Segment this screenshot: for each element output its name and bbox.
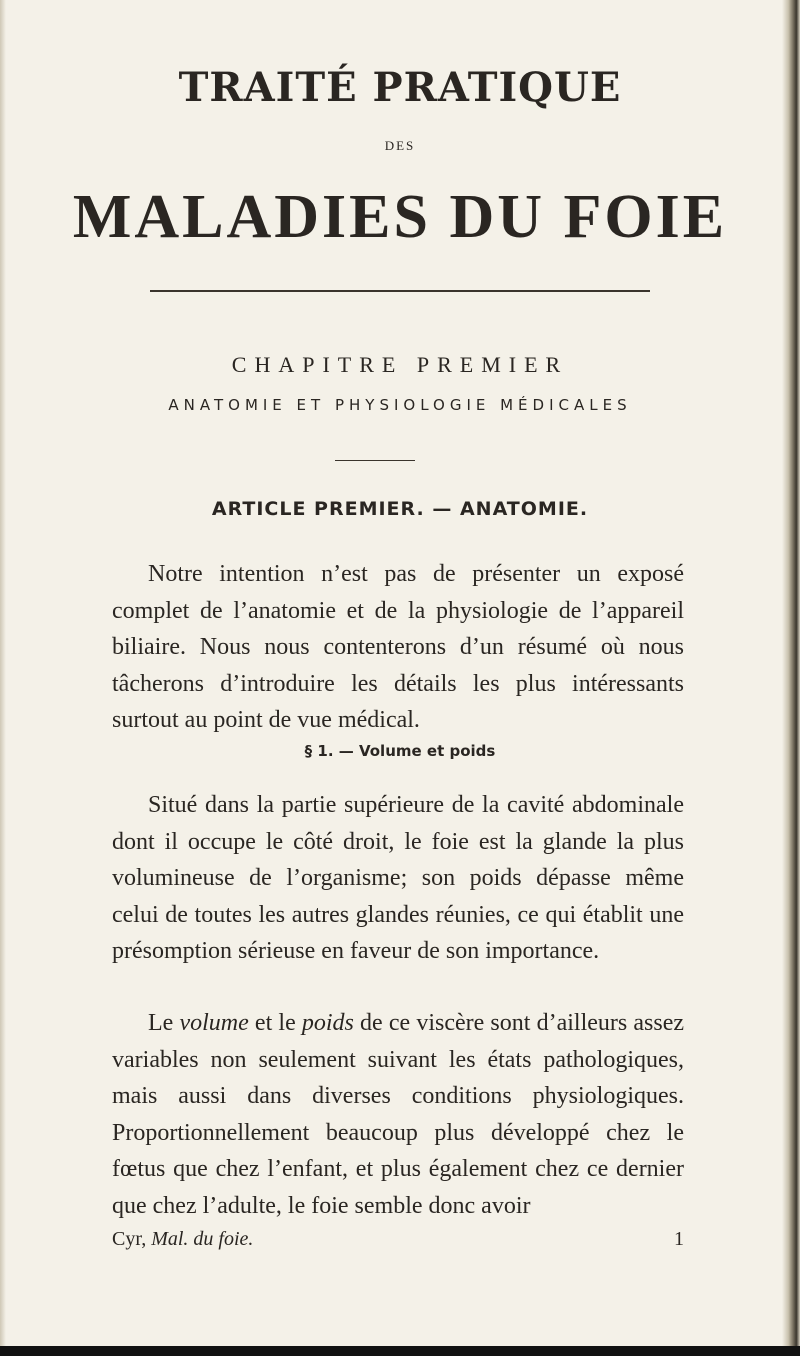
title-line-1: TRAITÉ PRATIQUE [178,64,622,111]
paragraph-3-part-a: Le [148,1010,180,1036]
title-line-3: MALADIES DU FOIE [72,183,728,251]
page-footer [112,1228,684,1251]
paragraph-3-part-c: de ce viscère sont d’ailleurs assez variables non seulement suivant les états pathologiques, mais aussi dans diverses conditions physiologiques. Proportionnellement beaucoup plus développé chez le fœtus que chez l’enfant, et plus également chez ce dernier que chez l’adulte, le foie semble donc avoir [112,1010,685,1219]
chapter-label: CHAPITRE PREMIER [231,352,569,377]
page-number: 1 [674,1228,684,1250]
paragraph-intro: Notre intention n’est pas de présenter un exposé complet de l’anatomie et de la physiologie de l’appareil biliaire. Nous nous contenterons d’un résumé où nous tâcherons d’introduire les détails les plus intéressants surtout au point de vue médical. [112,561,684,733]
signature-author: Cyr, [112,1228,147,1250]
signature-title: Mal. du foie. [151,1228,254,1250]
emphasis-volume: volume [179,1010,249,1036]
emphasis-poids: poids [301,1010,354,1036]
paragraph-situation: Situé dans la partie supérieure de la cavité abdominale dont il occupe le côté droit, le foie est la glande la plus volumineuse de l’organisme; son poids dépasse même celui de toutes les autres glandes réunies, ce qui établit une présomption sérieuse en faveur de son importance. [112,792,684,964]
chapter-subtitle: ANATOMIE ET PHYSIOLOGIE MÉDICALES [168,396,632,414]
chapter-divider [335,460,415,461]
paragraph-volume-poids [112,1005,684,1224]
article-heading: ARTICLE PREMIER. — ANATOMIE. [211,498,589,520]
title-line-2: DES [384,138,416,153]
page-bottom-edge [0,1346,800,1356]
section-heading: § 1. — Volume et poids [304,742,496,760]
title-divider [150,290,650,292]
paragraph-3-part-b: et le [248,1010,302,1036]
